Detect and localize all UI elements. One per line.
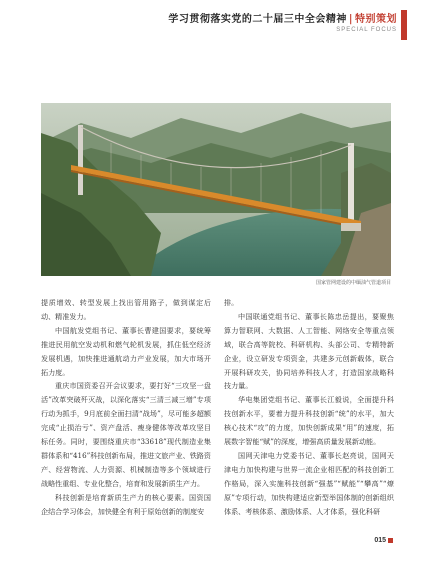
paragraph: 中国航发党组书记、董事长曹建国要求，要统筹推进民用航空发动机和燃气轮机发展，抓住低空经济发展机遇，加快推进通航动力产业发展，加大市场开拓力度。 — [41, 325, 211, 377]
paragraph: 国网天津电力党委书记、董事长赵亮说，国网天津电力加快构建与世界一流企业相匹配的科技创新工作格局，深入实施科技创新“强基”“赋能”“攀高”“燎原”专项行动，加快构建适应新型举国体制的创新组织体系、考核体系、激励体系、人才体系，强化科研 — [224, 450, 394, 516]
bridge-illustration — [41, 103, 391, 276]
left-column — [41, 296, 211, 519]
page-header — [168, 10, 407, 40]
bridge-photo — [41, 103, 391, 276]
paragraph: 华电集团党组书记、董事长江毅说，全面提升科技创新水平，要着力提升科技创新“统”的水平，加大核心技术“攻”的力度，加快创新成果“用”的速度，拓展数字智能“赋”的深度，增强高质量发展新动能。 — [224, 395, 394, 447]
page-number — [374, 537, 393, 544]
paragraph: 科技创新是培育新质生产力的核心要素。国资国企结合学习体会，加快健全有利于原始创新的制度安 — [41, 492, 211, 516]
header-subtitle: SPECIAL FOCUS — [336, 27, 397, 33]
paragraph: 重庆市国资委召开会议要求，要打好“三攻坚一盘活”改革突破歼灭战，以深化落实“三清三减三增”专项行动为抓手，9月底前全面扫清“战场”，尽可能多超额完成“止损治亏”、资产盘活、瘦身健体等改革攻坚目标任务。同时，要围绕重庆市“33618”现代制造业集群体系和“416”科技创新布局，推进文旅产业、铁路资产、经营物流、人力资源、机械制造等多个领域进行战略性重组、专业化整合，培育和发展新质生产力。 — [41, 381, 211, 488]
photo-caption: 国家管网建设的中缅油气管道项目 — [315, 280, 391, 286]
paragraph: 提质增效、转型发展上找出管用路子，做到谋定后动、精准发力。 — [41, 298, 211, 321]
header-title-left: 学习贯彻落实党的二十届三中全会精神 — [168, 14, 347, 25]
header-separator: | — [348, 14, 353, 25]
paragraph: 中国联通党组书记、董事长陈忠岳提出，要聚焦算力智联网、大数据、人工智能、网络安全等重点领域，联合高等院校、科研机构、头部公司、专精特新企业，设立研发专项资金，共建多元创新载体，联合开展科研攻关，协同培养科技人才，打造国家战略科技力量。 — [224, 311, 394, 391]
page-number-marker — [388, 538, 393, 543]
header-title-right: 特别策划 — [355, 14, 397, 25]
header-titles — [168, 10, 397, 33]
right-column — [224, 296, 394, 519]
header-title — [168, 10, 397, 25]
page-number-text: 015 — [374, 537, 386, 544]
header-accent-bar — [401, 10, 407, 40]
paragraph: 排。 — [224, 298, 239, 307]
